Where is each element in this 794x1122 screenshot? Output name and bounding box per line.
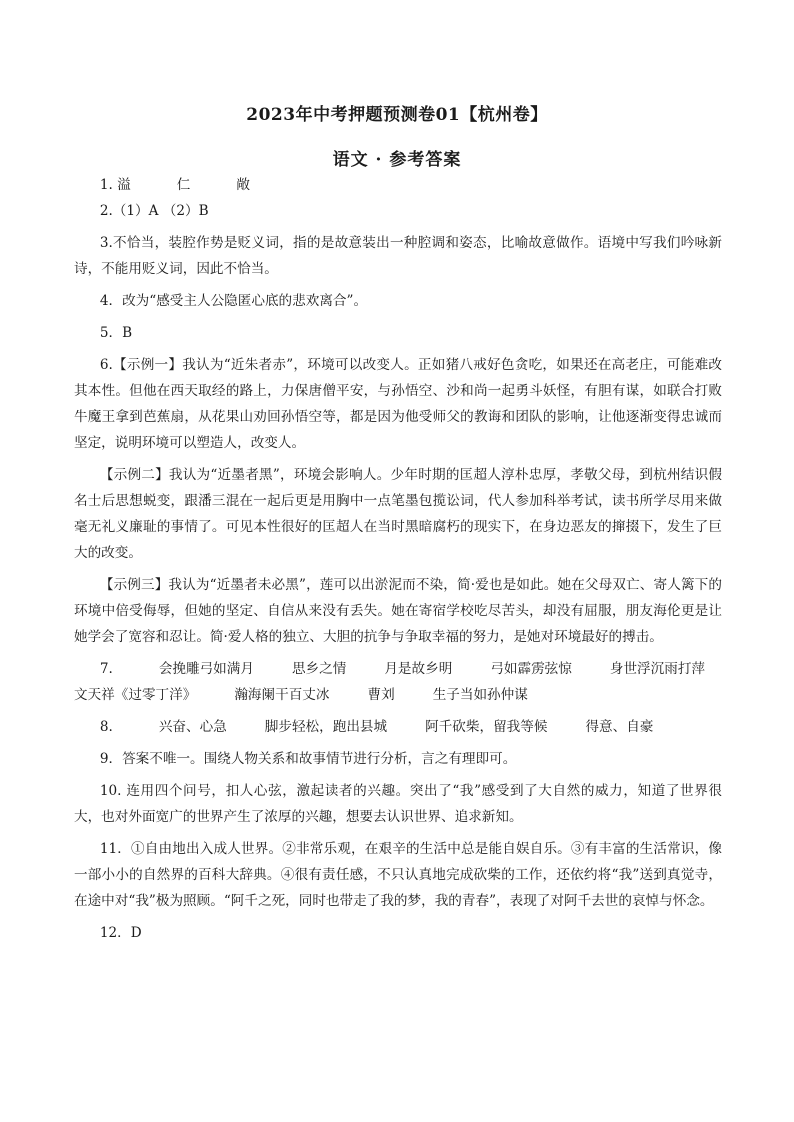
answer-2: 2.（1）A （2）B — [99, 203, 209, 219]
answer-3: 3.不恰当，装腔作势是贬义词，指的是故意装出一种腔调和姿态，比喻故意做作。语境中写我们吟咏新诗，不能用贬义词，因此不恰当。 — [74, 235, 722, 277]
answer-9: 9．答案不唯一。围绕人物关系和故事情节进行分析，言之有理即可。 — [99, 751, 517, 767]
answer-7-line-2: 文天祥《过零丁洋》 瀚海阑干百丈冰 曹刘 生子当如孙仲谋 — [74, 687, 528, 703]
answer-7-line-1: 7. 会挽雕弓如满月 思乡之情 月是故乡明 弓如霹雳弦惊 身世浮沉雨打萍 — [99, 661, 706, 677]
answer-4: 4．改为“感受主人公隐匿心底的悲欢离合”。 — [99, 293, 368, 309]
page-title: 2023年中考押题预测卷01【杭州卷】 — [246, 105, 548, 125]
answer-11: 11．①自由地出入成人世界。②非常乐观，在艰辛的生活中总是能自娱自乐。③有丰富的生活常识，像一部小小的自然界的百科大辞典。④很有责任感，不只认真地完成砍柴的工作，还依约将“我”送到真觉寺，在途中对“我”极为照顾。“阿千之死，同时也带走了我的梦，我的青春”，表现了对阿千去世的哀悼与怀念。 — [74, 841, 722, 909]
answer-12: 12．D — [99, 925, 142, 941]
answer-10: 10. 连用四个问号，扣人心弦，激起读者的兴趣。突出了“我”感受到了大自然的威力，知道了世界很大，也对外面宽广的世界产生了浓厚的兴趣，想要去认识世界、追求新知。 — [74, 783, 722, 825]
answer-8: 8. 兴奋、心急 脚步轻松，跑出县城 阿千砍柴，留我等候 得意、自豪 — [99, 719, 654, 735]
page-subtitle: 语文 · 参考答案 — [332, 150, 462, 170]
answer-6-example-1: 6.【示例一】我认为“近朱者赤”，环境可以改变人。正如猪八戒好色贪吃，如果还在高老庄，可能难改其本性。但他在西天取经的路上，力保唐僧平安，与孙悟空、沙和尚一起勇斗妖怪，有胆有谋，如联合打败牛魔王拿到芭蕉扇，从花果山劝回孙悟空等，都是因为他受师父的教诲和团队的影响，让他逐渐变得忠诚而坚定，说明环境可以塑造人，改变人。 — [74, 357, 722, 451]
answer-6-example-3: 【示例三】我认为“近墨者未必黑”，莲可以出淤泥而不染，简·爱也是如此。她在父母双亡、寄人篱下的环境中倍受侮辱，但她的坚定、自信从来没有丢失。她在寄宿学校吃尽苦头，却没有屈服，朋友海伦更是让她学会了宽容和忍让。简·爱人格的独立、大胆的抗争与争取幸福的努力，是她对环境最好的搏击。 — [74, 577, 722, 645]
answer-5: 5．B — [99, 325, 133, 341]
answer-body — [74, 172, 722, 952]
answer-6-example-2: 【示例二】我认为“近墨者黑”，环境会影响人。少年时期的匡超人淳朴忠厚，孝敬父母，到杭州结识假名士后思想蜕变，跟潘三混在一起后更是用胸中一点笔墨包揽讼词，代人参加科举考试，读书所学尽用来做毫无礼义廉耻的事情了。可见本性很好的匡超人在当时黑暗腐朽的现实下，在身边恶友的撺掇下，发生了巨大的改变。 — [74, 467, 722, 561]
answer-1: 1. 溢 仁 敞 — [99, 177, 250, 193]
